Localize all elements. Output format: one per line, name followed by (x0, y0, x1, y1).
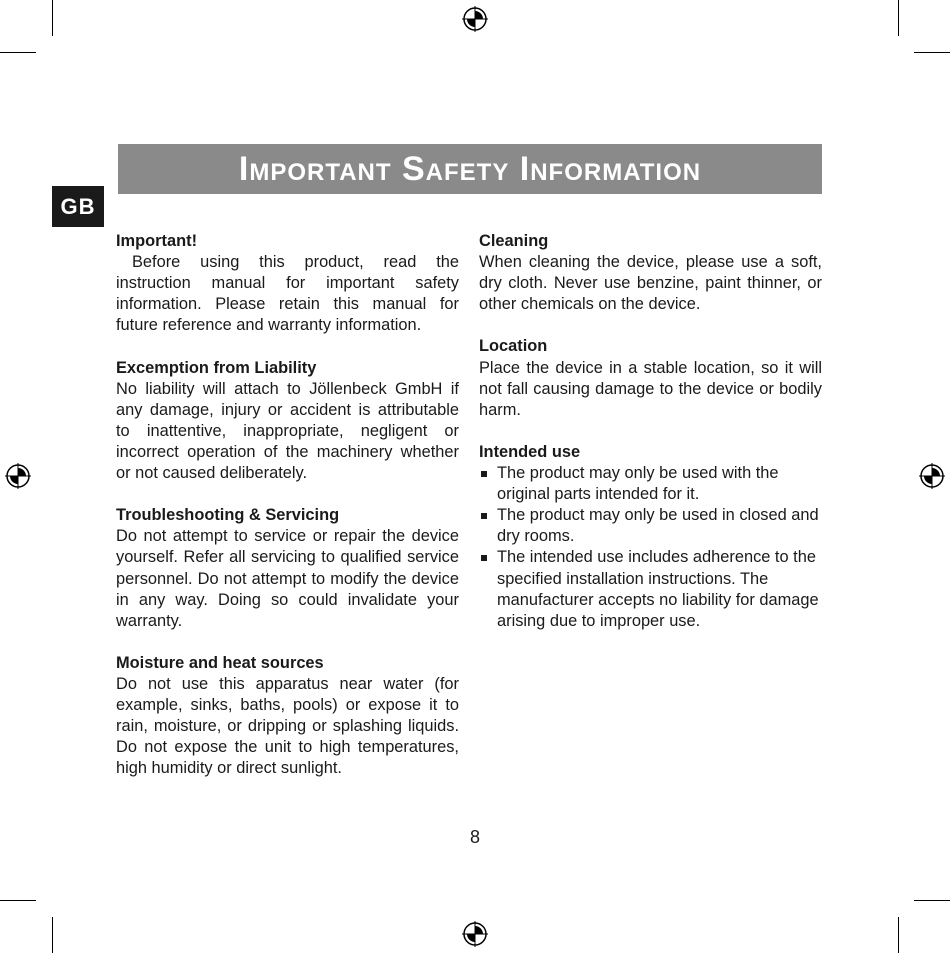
language-tab: GB (52, 186, 104, 227)
registration-mark-right-icon (919, 463, 945, 489)
section-moisture (116, 653, 459, 780)
crop-mark-bottom-right-vertical (898, 917, 899, 953)
list-item: The product may only be used in closed and dry rooms. (479, 505, 822, 547)
registration-mark-left-icon (5, 463, 31, 489)
section-heading: Troubleshooting & Servicing (116, 506, 340, 525)
section-heading: Moisture and heat sources (116, 653, 324, 672)
page-number: 8 (469, 827, 480, 847)
registration-mark-top-icon (462, 6, 488, 32)
section-troubleshooting (116, 505, 459, 632)
crop-mark-bottom-right-horizontal (914, 900, 950, 901)
left-column (116, 231, 459, 801)
crop-mark-top-right-vertical (898, 0, 899, 36)
registration-mark-bottom-icon (462, 921, 488, 947)
section-body: Do not use this apparatus near water (for example, sinks, baths, pools) or expose it to rain, moisture, or dripping or splashing liquids. Do not expose the unit to high temperatures, high humidity or direct sunlight. (116, 674, 459, 778)
section-heading: Important! (116, 232, 198, 250)
crop-mark-top-right-horizontal (914, 52, 950, 53)
section-cleaning (479, 231, 822, 315)
crop-mark-top-left-vertical (52, 0, 53, 36)
section-important (116, 231, 459, 336)
intended-use-list (479, 463, 822, 632)
section-heading: Intended use (479, 442, 581, 461)
section-heading: Excemption from Liability (116, 358, 317, 377)
section-heading: Cleaning (479, 232, 549, 250)
section-liability (116, 358, 459, 485)
section-body: No liability will attach to Jöllenbeck GmbH if any damage, injury or accident is attributable to inattentive, inappropriate, negligent or incorrect operation of the machinery whether or not caused deliberately. (116, 379, 459, 483)
crop-mark-top-left-horizontal (0, 52, 36, 53)
section-body: Place the device in a stable location, so it will not fall causing damage to the device or bodily harm. (479, 358, 822, 419)
section-body: When cleaning the device, please use a soft, dry cloth. Never use benzine, paint thinner, or other chemicals on the device. (479, 253, 822, 314)
section-location (479, 336, 822, 420)
right-column (479, 231, 822, 653)
list-item: The product may only be used with the original parts intended for it. (479, 463, 822, 505)
crop-mark-bottom-left-horizontal (0, 900, 36, 901)
section-body: Before using this product, read the instruction manual for important safety information. Please retain this manual for future reference and warranty information. (116, 253, 459, 335)
section-heading: Location (479, 337, 548, 356)
crop-mark-bottom-left-vertical (52, 917, 53, 953)
section-body: Do not attempt to service or repair the device yourself. Refer all servicing to qualified service personnel. Do not attempt to modify the device in any way. Doing so could invalidate your warranty. (116, 527, 459, 630)
list-item: The intended use includes adherence to the specified installation instructions. The manufacturer accepts no liability for damage arising due to improper use. (479, 547, 822, 631)
title-banner (118, 144, 822, 194)
section-intended-use (479, 442, 822, 632)
page-title: Important Safety Information (238, 149, 702, 188)
